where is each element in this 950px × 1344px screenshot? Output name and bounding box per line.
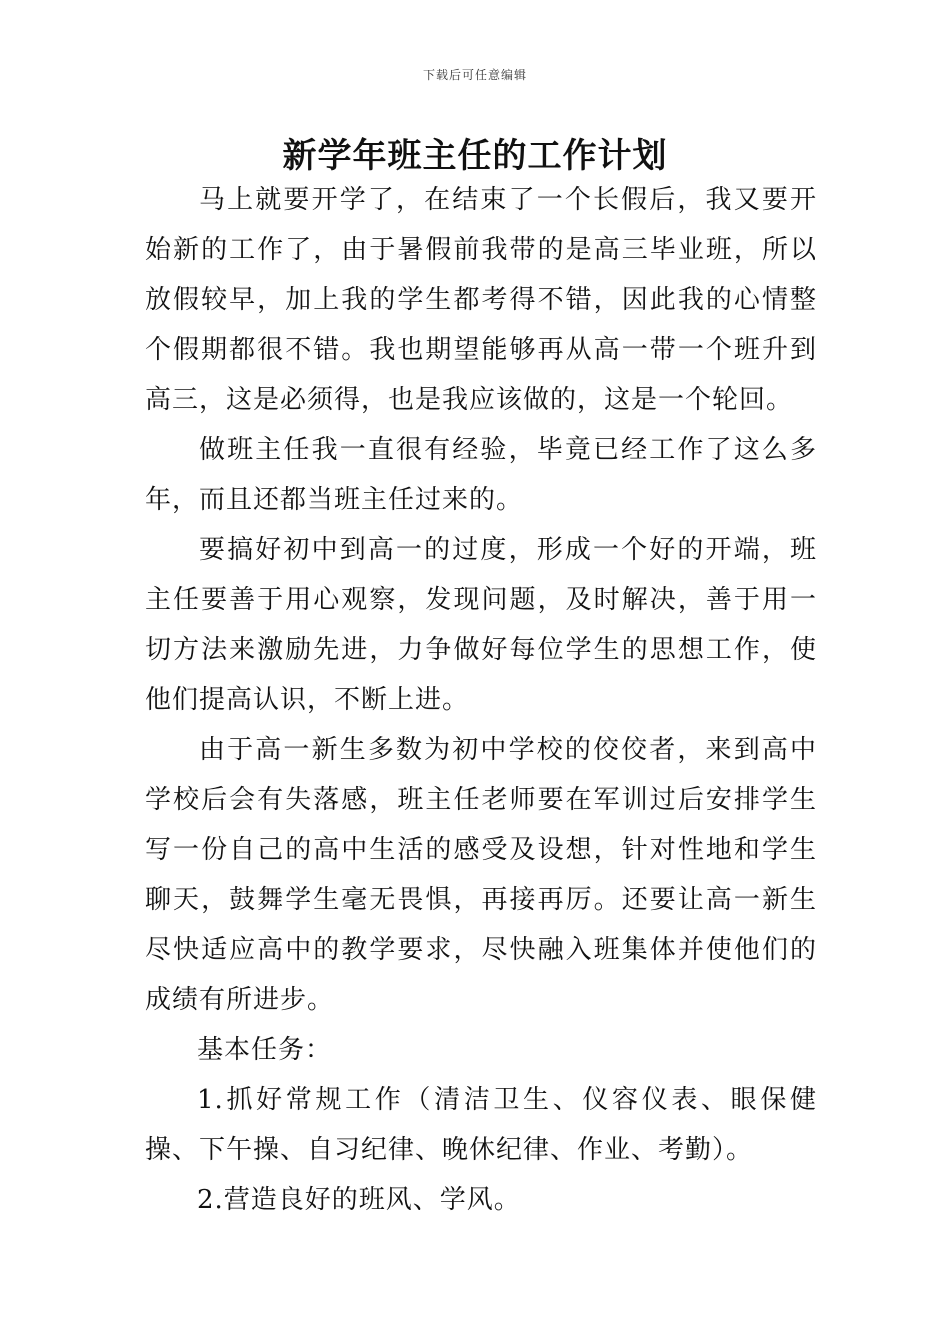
- tasks-heading: 基本任务：: [197, 1035, 333, 1065]
- document-title: 新学年班主任的工作计划: [282, 136, 668, 176]
- task-item-2: 2.营造良好的班风、学风。: [197, 1185, 521, 1215]
- paragraph-transition: 要搞好初中到高一的过度，形成一个好的开端，班主任要善于用心观察，发现问题，及时解决，善于用一切方法来激励先进，力争做好每位学生的思想工作，使他们提高认识，不断上进。: [145, 535, 817, 715]
- document-body: [145, 175, 817, 1225]
- header-note: 下载后可任意编辑: [422, 68, 527, 82]
- paragraph-new-students: 由于高一新生多数为初中学校的佼佼者，来到高中学校后会有失落感，班主任老师要在军训过后安排学生写一份自己的高中生活的感受及设想，针对性地和学生聊天，鼓舞学生毫无畏惧，再接再厉。还要让高一新生尽快适应高中的教学要求，尽快融入班集体并使他们的成绩有所进步。: [145, 735, 817, 1015]
- task-item-1: 1.抓好常规工作（清洁卫生、仪容仪表、眼保健操、下午操、自习纪律、晚休纪律、作业、考勤）。: [145, 1085, 817, 1165]
- paragraph-intro: 马上就要开学了，在结束了一个长假后，我又要开始新的工作了，由于暑假前我带的是高三毕业班，所以放假较早，加上我的学生都考得不错，因此我的心情整个假期都很不错。我也期望能够再从高一带一个班升到高三，这是必须得，也是我应该做的，这是一个轮回。: [145, 185, 817, 415]
- paragraph-experience: 做班主任我一直很有经验，毕竟已经工作了这么多年，而且还都当班主任过来的。: [145, 435, 817, 515]
